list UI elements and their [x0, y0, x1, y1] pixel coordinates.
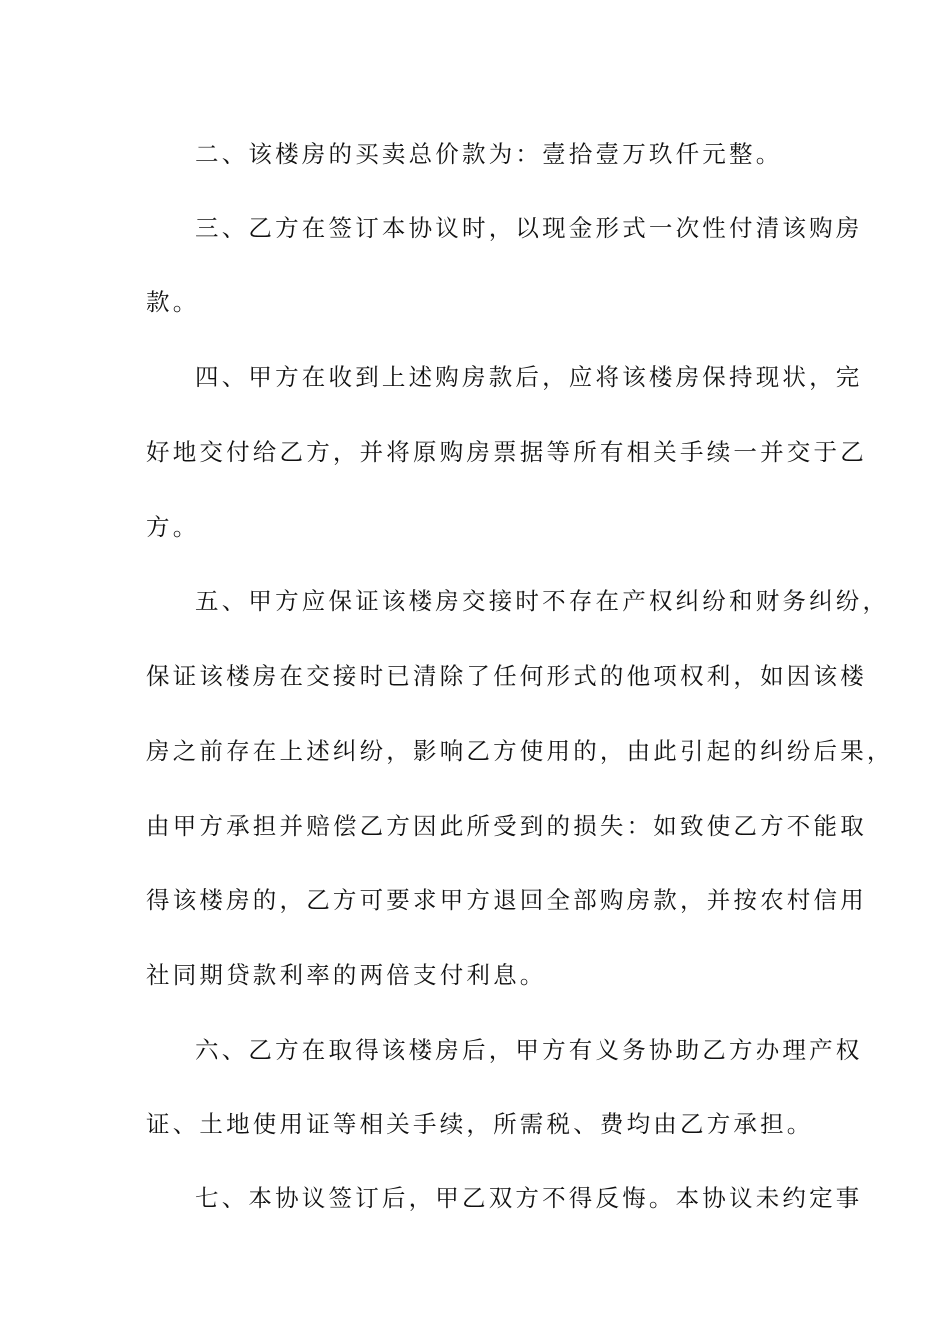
- clause-2-line-1: 二、该楼房的买卖总价款为：壹拾壹万玖仟元整。: [195, 140, 783, 168]
- clause-4-line-1: 四、甲方在收到上述购房款后，应将该楼房保持现状，完: [195, 363, 863, 391]
- clause-5-line-2: 保证该楼房在交接时已清除了任何形式的他项权利，如因该楼: [146, 662, 867, 690]
- clause-5-line-4: 由甲方承担并赔偿乙方因此所受到的损失：如致使乙方不能取: [146, 812, 867, 840]
- clause-7-line-1: 七、本协议签订后，甲乙双方不得反悔。本协议未约定事: [195, 1184, 863, 1212]
- clause-5-line-6: 社同期贷款利率的两倍支付利息。: [146, 961, 547, 989]
- clause-5-line-3: 房之前存在上述纠纷，影响乙方使用的，由此引起的纠纷后果，: [146, 737, 894, 765]
- clause-3-line-2: 款。: [146, 288, 200, 316]
- clause-4-line-2: 好地交付给乙方，并将原购房票据等所有相关手续一并交于乙: [146, 438, 867, 466]
- clause-3-line-1: 三、乙方在签订本协议时，以现金形式一次性付清该购房: [195, 214, 863, 242]
- clause-5-line-5: 得该楼房的，乙方可要求甲方退回全部购房款，并按农村信用: [146, 886, 867, 914]
- clause-4-line-3: 方。: [146, 513, 200, 541]
- clause-6-line-2: 证、土地使用证等相关手续，所需税、费均由乙方承担。: [146, 1110, 814, 1138]
- clause-5-line-1: 五、甲方应保证该楼房交接时不存在产权纠纷和财务纠纷，: [195, 587, 890, 615]
- clause-6-line-1: 六、乙方在取得该楼房后，甲方有义务协助乙方办理产权: [195, 1036, 863, 1064]
